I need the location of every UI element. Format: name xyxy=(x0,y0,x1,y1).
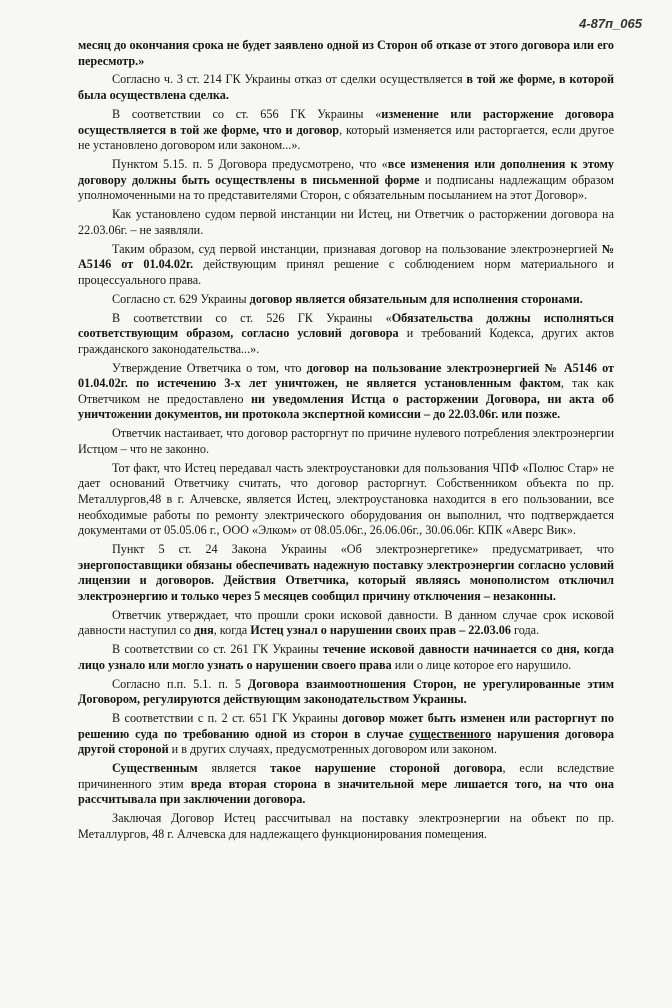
paragraph xyxy=(78,711,614,758)
text-segment: Таким образом, суд первой инстанции, признавая договор на пользование электроэнергией xyxy=(112,241,602,256)
paragraph xyxy=(78,292,614,308)
bold-text-segment: Обязательства должны исполняться соответствующим образом, согласно условий договора xyxy=(78,310,615,341)
text-segment: Ответчик утверждает, что прошли сроки исковой давности. В данном случае срок исковой давности наступил со xyxy=(78,607,614,638)
text-segment: Пунктом 5.15. п. 5 Договора предусмотрено, что « xyxy=(112,157,388,172)
text-segment: Утверждение Ответчика о том, что xyxy=(112,360,307,375)
bold-text-segment: Существенным xyxy=(112,761,198,776)
document-id: 4-87п_065 xyxy=(579,16,642,31)
paragraph xyxy=(78,311,614,358)
bold-text-segment: Договора взаимоотношения Сторон, не урегулированные этим Договором, регулируются действующим законодательством Украины. xyxy=(78,676,614,707)
bold-text-segment: существенного xyxy=(409,726,492,741)
text-segment: Ответчик настаивает, что договор расторгнут по причине нулевого потребления электроэнергии Истцом – что не законно. xyxy=(78,426,614,456)
text-segment: действующим принял решение с соблюдением норм материального и процессуального права. xyxy=(78,257,614,287)
paragraph xyxy=(78,811,614,842)
paragraph xyxy=(78,542,614,604)
text-segment: Тот факт, что Истец передавал часть электроустановки для пользования ЧПФ «Полюс Стар» не дает оснований Ответчику считать, что договор расторгнут. Собственником объекта по пр. Металлургов,48 в г. Алчевске, является Истец, электроустановка находится в его пользовании, все необходимые работы по ремонту электрического оборудования он выполнил, что подтверждается документами от 05.05.06 г., ООО «Элком» от 08.05.06г., 26.06.06г., 30.06.06г. КПК «Аверс Вик». xyxy=(78,460,614,538)
text-segment: года. xyxy=(510,623,540,638)
text-segment: В соответствии с п. 2 ст. 651 ГК Украины xyxy=(112,711,343,726)
text-segment: и в других случаях, предусмотренных договором или законом. xyxy=(168,742,497,757)
text-segment: Согласно п.п. 5.1. п. 5 xyxy=(112,676,248,691)
text-segment: Согласно ст. 629 Украины xyxy=(112,291,250,306)
paragraph xyxy=(78,157,614,204)
text-segment: В соответствии со ст. 526 ГК Украины « xyxy=(112,310,392,325)
bold-text-segment: договор может быть изменен или расторгнут по решению суда по требованию одной из сторон в случае xyxy=(78,711,614,741)
text-segment: , когда xyxy=(213,623,251,638)
bold-text-segment: в той же форме, в которой была осуществлена сделка. xyxy=(78,72,614,103)
text-segment: , так как Ответчиком не предоставлено xyxy=(78,376,614,406)
text-segment: , который изменяется или расторгается, если другое не установлено договором или законом...». xyxy=(78,122,614,153)
paragraph xyxy=(78,72,614,103)
bold-text-segment: такое нарушение стороной договора xyxy=(270,761,503,776)
bold-text-segment: договор на пользование электроэнергией № А5146 от 01.04.02г. по истечению 3-х лет уничтожен, не является установленным фактом xyxy=(78,360,614,391)
paragraph xyxy=(78,426,614,457)
text-segment: является xyxy=(197,761,271,776)
bold-text-segment: Истец узнал о нарушении своих прав – 22.03.06 xyxy=(250,623,511,638)
bold-text-segment: договор является обязательным для исполнения сторонами. xyxy=(249,291,583,306)
text-segment: и требований Кодекса, других актов гражданского законодательства...». xyxy=(78,326,614,356)
paragraph xyxy=(78,677,614,708)
paragraph xyxy=(78,38,614,69)
document-body xyxy=(78,38,614,846)
text-segment: , если вследствие причиненного этим xyxy=(78,761,614,791)
text-segment: Согласно ч. 3 ст. 214 ГК Украины отказ от сделки осуществляется xyxy=(112,72,467,87)
bold-text-segment: нарушения договора другой стороной xyxy=(78,726,614,757)
text-segment: и подписаны надлежащим образом уполномоченными на то представителями Сторон, с обязательным посыланием на этот Договор». xyxy=(78,172,614,203)
bold-text-segment: течение исковой давности начинается со дня, когда лицо узнало или могло узнать о нарушении своего права xyxy=(78,642,615,672)
bold-text-segment: ни уведомления Истца о расторжении Договора, ни акта об уничтожении документов, ни протокола экспертной комиссии – до 22.03.06г. или позже. xyxy=(78,391,615,422)
paragraph xyxy=(78,461,614,539)
paragraph xyxy=(78,361,614,423)
bold-text-segment: вреда вторая сторона в значительной мере лишается того, на что она рассчитывала при заключении договора. xyxy=(78,776,614,807)
bold-text-segment: № А5146 от 01.04.02г. xyxy=(78,241,614,272)
bold-text-segment: дня xyxy=(193,623,214,638)
text-segment: Пункт 5 ст. 24 Закона Украины «Об электроэнергетике» предусматривает, что xyxy=(112,542,614,557)
paragraph xyxy=(78,608,614,639)
bold-text-segment: все изменения или дополнения к этому договору должны быть осуществлены в письменной форме xyxy=(78,157,614,187)
bold-text-segment: месяц до окончания срока не будет заявлено одной из Сторон об отказе от этого договора или его пересмотр.» xyxy=(78,38,614,68)
paragraph xyxy=(78,642,614,673)
paragraph xyxy=(78,761,614,808)
text-segment: Заключая Договор Истец рассчитывал на поставку электроэнергии на объект по пр. Металлургов, 48 г. Алчевска для надлежащего функционирования помещения. xyxy=(78,811,614,841)
paragraph xyxy=(78,107,614,154)
text-segment: В соответствии со ст. 656 ГК Украины « xyxy=(112,106,382,121)
paragraph xyxy=(78,207,614,238)
bold-text-segment: изменение или расторжение договора осуществляется в той же форме, что и договор xyxy=(78,106,614,137)
text-segment: Как установлено судом первой инстанции ни Истец, ни Ответчик о расторжении договора на 22.03.06г. – не заявляли. xyxy=(78,207,614,237)
text-segment: или о лице которое его нарушило. xyxy=(391,657,572,672)
paragraph xyxy=(78,242,614,289)
text-segment: В соответствии со ст. 261 ГК Украины xyxy=(112,642,323,657)
bold-text-segment: энергопоставщики обязаны обеспечивать надежную поставку электроэнергии согласно условий лицензии и договоров. Действия Ответчика, который являясь монополистом отключил электроэнергию и только через 5 месяцев сообщил причину отключения – незаконны. xyxy=(78,557,614,603)
